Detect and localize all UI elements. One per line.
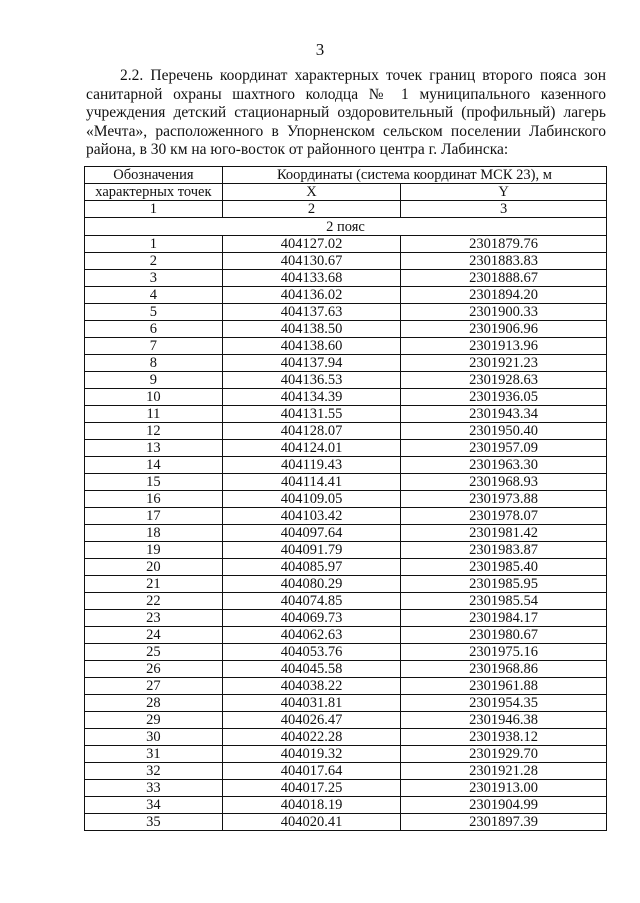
table-header-row-2 [85, 184, 607, 201]
coord-x: 404109.05 [222, 491, 400, 508]
coord-x: 404097.64 [222, 525, 400, 542]
coord-y: 2301946.38 [401, 712, 607, 729]
point-number: 3 [85, 270, 223, 287]
point-number: 22 [85, 593, 223, 610]
coord-x: 404133.68 [222, 270, 400, 287]
point-number: 31 [85, 746, 223, 763]
coord-y: 2301961.88 [401, 678, 607, 695]
coord-x: 404020.41 [222, 814, 400, 831]
coord-x: 404038.22 [222, 678, 400, 695]
table-row [85, 746, 607, 763]
table-row [85, 695, 607, 712]
coordinates-table [84, 166, 607, 831]
coord-x: 404085.97 [222, 559, 400, 576]
coord-y: 2301983.87 [401, 542, 607, 559]
point-number: 7 [85, 338, 223, 355]
header-coordinates: Координаты (система координат МСК 23), м [222, 167, 606, 184]
point-number: 28 [85, 695, 223, 712]
table-row [85, 457, 607, 474]
coord-y: 2301943.34 [401, 406, 607, 423]
coord-x: 404053.76 [222, 644, 400, 661]
header-points-line2: характерных точек [85, 184, 223, 201]
point-number: 15 [85, 474, 223, 491]
coord-x: 404026.47 [222, 712, 400, 729]
intro-paragraph: 2.2. Перечень координат характерных точек границ второго пояса зон санитарной охраны шахтного колодца № 1 муниципального казенного учреждения детский стационарный оздоровительный (профильный) лагерь «Мечта», расположенного в Упорненском сельском поселении Лабинского района, в 30 км на юго-восток от районного центра г. Лабинска: [86, 67, 606, 158]
point-number: 26 [85, 661, 223, 678]
coord-x: 404124.01 [222, 440, 400, 457]
column-number-3: 3 [401, 201, 607, 218]
point-number: 14 [85, 457, 223, 474]
coord-x: 404130.67 [222, 253, 400, 270]
table-row [85, 814, 607, 831]
coord-x: 404136.02 [222, 287, 400, 304]
point-number: 27 [85, 678, 223, 695]
coord-y: 2301929.70 [401, 746, 607, 763]
point-number: 21 [85, 576, 223, 593]
point-number: 23 [85, 610, 223, 627]
coord-x: 404074.85 [222, 593, 400, 610]
point-number: 1 [85, 236, 223, 253]
coord-y: 2301879.76 [401, 236, 607, 253]
table-row [85, 780, 607, 797]
table-row [85, 797, 607, 814]
coord-x: 404091.79 [222, 542, 400, 559]
coord-y: 2301963.30 [401, 457, 607, 474]
table-row [85, 610, 607, 627]
coord-y: 2301985.40 [401, 559, 607, 576]
coord-y: 2301978.07 [401, 508, 607, 525]
coord-x: 404134.39 [222, 389, 400, 406]
point-number: 17 [85, 508, 223, 525]
table-row [85, 712, 607, 729]
point-number: 6 [85, 321, 223, 338]
page-number: 3 [315, 40, 325, 59]
point-number: 4 [85, 287, 223, 304]
coord-y: 2301888.67 [401, 270, 607, 287]
table-row [85, 236, 607, 253]
table-row [85, 627, 607, 644]
coord-x: 404022.28 [222, 729, 400, 746]
coord-x: 404138.60 [222, 338, 400, 355]
coord-x: 404017.64 [222, 763, 400, 780]
coord-x: 404019.32 [222, 746, 400, 763]
point-number: 34 [85, 797, 223, 814]
coord-y: 2301981.42 [401, 525, 607, 542]
point-number: 19 [85, 542, 223, 559]
coord-x: 404131.55 [222, 406, 400, 423]
table-row [85, 389, 607, 406]
coord-x: 404137.94 [222, 355, 400, 372]
coord-x: 404128.07 [222, 423, 400, 440]
table-row [85, 372, 607, 389]
coord-y: 2301973.88 [401, 491, 607, 508]
point-number: 35 [85, 814, 223, 831]
point-number: 11 [85, 406, 223, 423]
coord-x: 404062.63 [222, 627, 400, 644]
table-row [85, 661, 607, 678]
coord-y: 2301921.28 [401, 763, 607, 780]
coord-y: 2301904.99 [401, 797, 607, 814]
point-number: 13 [85, 440, 223, 457]
header-points-line1: Обозначения [85, 167, 223, 184]
coord-y: 2301928.63 [401, 372, 607, 389]
table-row [85, 423, 607, 440]
group-label: 2 пояс [85, 218, 607, 236]
table-row [85, 763, 607, 780]
table-header-row-1 [85, 167, 607, 184]
table-row [85, 576, 607, 593]
point-number: 8 [85, 355, 223, 372]
coord-y: 2301921.23 [401, 355, 607, 372]
coord-x: 404103.42 [222, 508, 400, 525]
table-row [85, 593, 607, 610]
header-x: X [222, 184, 400, 201]
point-number: 2 [85, 253, 223, 270]
table-row [85, 304, 607, 321]
point-number: 9 [85, 372, 223, 389]
coord-y: 2301906.96 [401, 321, 607, 338]
table-row [85, 355, 607, 372]
coord-y: 2301913.96 [401, 338, 607, 355]
coord-y: 2301938.12 [401, 729, 607, 746]
point-number: 16 [85, 491, 223, 508]
coord-y: 2301897.39 [401, 814, 607, 831]
table-row [85, 406, 607, 423]
coord-x: 404119.43 [222, 457, 400, 474]
point-number: 29 [85, 712, 223, 729]
column-number-2: 2 [222, 201, 400, 218]
coord-y: 2301936.05 [401, 389, 607, 406]
table-row [85, 729, 607, 746]
coord-y: 2301913.00 [401, 780, 607, 797]
table-row [85, 321, 607, 338]
coord-y: 2301985.95 [401, 576, 607, 593]
point-number: 5 [85, 304, 223, 321]
table-row [85, 559, 607, 576]
table-row [85, 542, 607, 559]
point-number: 12 [85, 423, 223, 440]
table-row [85, 440, 607, 457]
coord-x: 404069.73 [222, 610, 400, 627]
coord-x: 404114.41 [222, 474, 400, 491]
coord-y: 2301950.40 [401, 423, 607, 440]
header-y: Y [401, 184, 607, 201]
coord-y: 2301894.20 [401, 287, 607, 304]
coord-y: 2301980.67 [401, 627, 607, 644]
table-row [85, 491, 607, 508]
point-number: 33 [85, 780, 223, 797]
coord-x: 404137.63 [222, 304, 400, 321]
table-row [85, 270, 607, 287]
table-row [85, 525, 607, 542]
point-number: 10 [85, 389, 223, 406]
coord-x: 404018.19 [222, 797, 400, 814]
coord-x: 404045.58 [222, 661, 400, 678]
coord-y: 2301900.33 [401, 304, 607, 321]
table-group-row [85, 218, 607, 236]
coord-x: 404031.81 [222, 695, 400, 712]
coord-y: 2301975.16 [401, 644, 607, 661]
coord-y: 2301957.09 [401, 440, 607, 457]
coord-x: 404136.53 [222, 372, 400, 389]
coord-y: 2301968.93 [401, 474, 607, 491]
table-row [85, 253, 607, 270]
point-number: 18 [85, 525, 223, 542]
coord-x: 404138.50 [222, 321, 400, 338]
coord-y: 2301985.54 [401, 593, 607, 610]
coord-y: 2301954.35 [401, 695, 607, 712]
table-row [85, 338, 607, 355]
table-row [85, 678, 607, 695]
coord-x: 404127.02 [222, 236, 400, 253]
coord-y: 2301984.17 [401, 610, 607, 627]
point-number: 30 [85, 729, 223, 746]
coord-x: 404017.25 [222, 780, 400, 797]
table-row [85, 287, 607, 304]
column-number-1: 1 [85, 201, 223, 218]
table-row [85, 644, 607, 661]
point-number: 25 [85, 644, 223, 661]
table-column-numbers-row [85, 201, 607, 218]
coord-y: 2301968.86 [401, 661, 607, 678]
point-number: 20 [85, 559, 223, 576]
coord-x: 404080.29 [222, 576, 400, 593]
table-row [85, 508, 607, 525]
point-number: 24 [85, 627, 223, 644]
point-number: 32 [85, 763, 223, 780]
coord-y: 2301883.83 [401, 253, 607, 270]
table-row [85, 474, 607, 491]
